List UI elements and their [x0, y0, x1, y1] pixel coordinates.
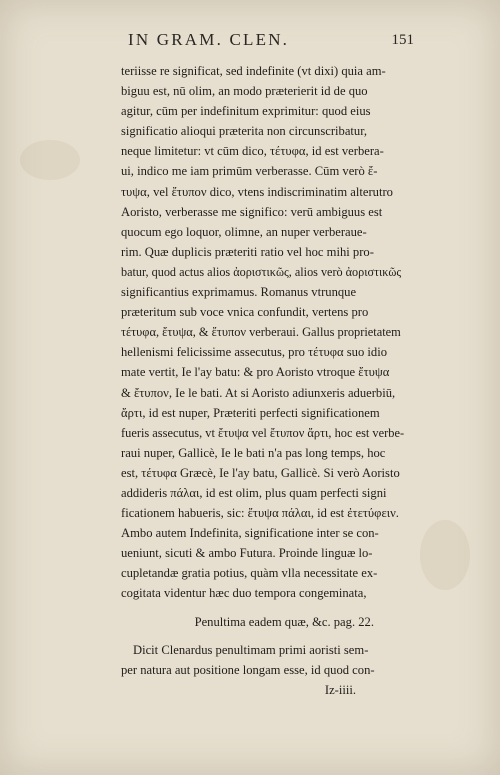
text-line: est, τέτυφα Græcè, Ie l'ay batu, Gallicè. Si verò Aoristo — [121, 465, 400, 480]
text-line: ficationem habueris, sic: ἔτυψα πάλαι, id est ἐτετύφειν. — [121, 506, 399, 521]
text-line: ueniunt, sicuti & ambo Futura. Proinde linguæ lo- — [121, 546, 373, 561]
text-line: addideris πάλαι, id est olim, plus quam perfecti signi — [121, 485, 387, 500]
text-line: τέτυφα, ἔτυψα, & ἔτυπον verberaui. Gallus proprietatem — [121, 325, 401, 340]
running-head: IN GRAM. CLEN. — [128, 30, 290, 49]
text-line: ui, indico me iam primūm verberasse. Cūm verò ἔ- — [121, 164, 378, 179]
text-line: fueris assecutus, vt ἔτυψα vel ἔτυπον ἄρτι, hoc est verbe- — [121, 425, 405, 440]
text-line: præteritum sub voce vnica confundit, vertens pro — [121, 305, 369, 320]
text-line: agitur, cūm per indefinitum exprimitur: quod eius — [121, 104, 371, 119]
text-line: hellenismi felicissime assecutus, pro τέτυφα suo idio — [121, 345, 388, 360]
text-line: cogitata videntur hæc duo tempora congeminata, — [121, 586, 367, 601]
page-header — [0, 30, 500, 52]
text-line: & ἔτυπον, Ie le bati. At si Aoristo adiunxeris aduerbiū, — [121, 385, 396, 400]
page-number: 151 — [391, 32, 414, 48]
text-line: mate vertit, Ie l'ay batu: & pro Aoristo vtroque ἔτυψα — [121, 365, 390, 380]
text-line: biguu est, nū olim, an modo præterierit id de quo — [121, 84, 368, 99]
text-line: batur, quod actus alios ἀοριστικῶς, alios verò ἀοριστικῶς — [121, 264, 402, 279]
text-line: neque limitetur: vt cūm dico, τέτυφα, id est verbera- — [121, 144, 384, 159]
paper-stain — [20, 140, 80, 180]
text-line: significantius exprimamus. Romanus vtrunque — [121, 285, 357, 300]
text-line: raui nuper, Gallicè, Ie le bati n'a pas long temps, hoc — [121, 445, 386, 460]
text-line: τυψα, vel ἔτυπον dico, vtens indiscriminatim alterutro — [121, 184, 393, 199]
text-line: ἄρτι, id est nuper, Præteriti perfecti significationem — [121, 405, 380, 420]
text-line: teriisse re significat, sed indefinite (vt dixi) quia am- — [121, 64, 386, 78]
text-line: Dicit Clenardus penultimam primi aoristi sem- — [133, 642, 369, 657]
section-heading: Penultima eadem quæ, &c. pag. 22. — [194, 614, 374, 629]
text-line: rim. Quæ duplicis præteriti ratio vel hoc mihi pro- — [121, 244, 374, 259]
catchword: Iz-iiii. — [324, 682, 356, 697]
text-line: significatio alioqui præterita non circunscribatur, — [121, 124, 368, 139]
text-line: Aoristo, verberasse me significo: verū ambiguus est — [121, 204, 383, 219]
body-text — [121, 61, 404, 700]
paper-stain — [420, 520, 470, 590]
text-line: per natura aut positione longam esse, id quod con- — [121, 662, 375, 677]
text-line: Ambo autem Indefinita, significatione inter se con- — [121, 526, 379, 541]
text-line: cupletandæ gratia potius, quàm vlla necessitate ex- — [121, 566, 378, 581]
text-line: quocum ego loquor, olimne, an nuper verberaue- — [121, 224, 367, 239]
